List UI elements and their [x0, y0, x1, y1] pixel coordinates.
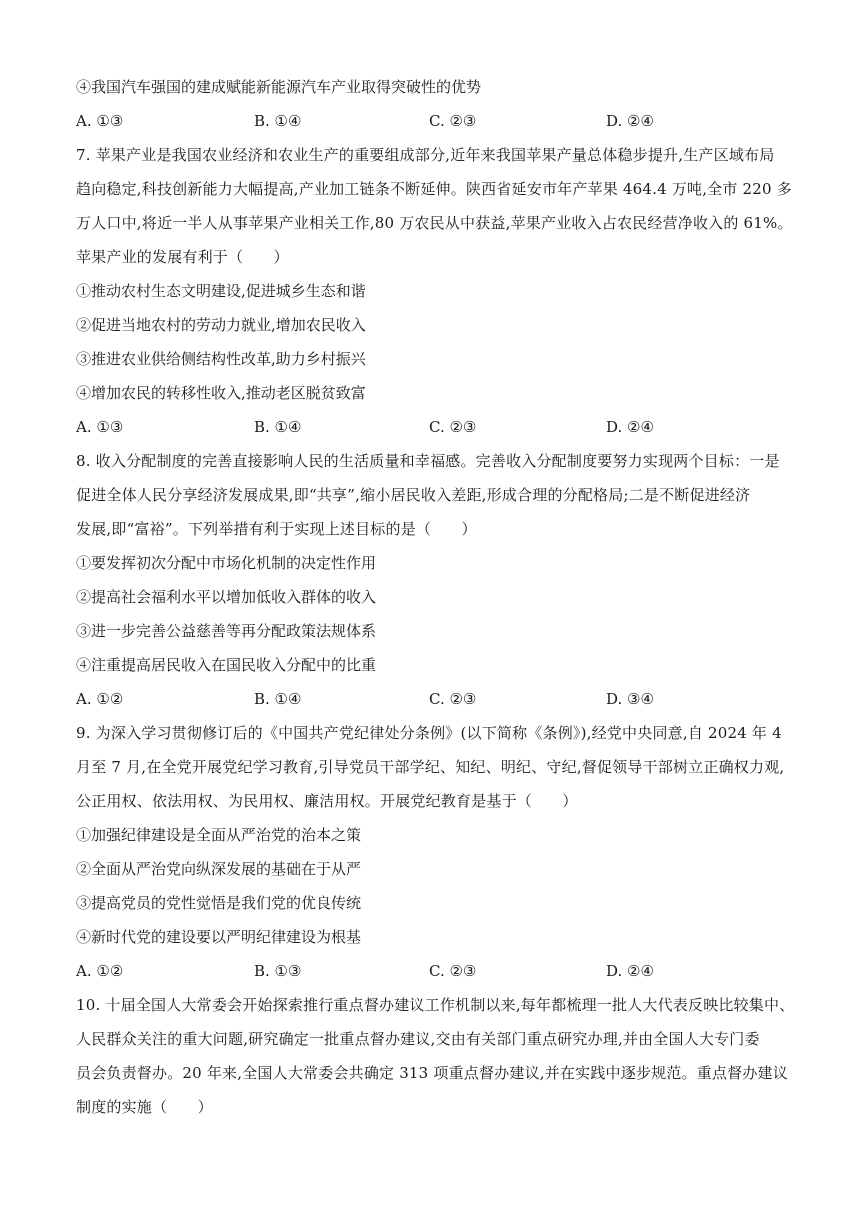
q6-statement-4: ④我国汽车强国的建成赋能新能源汽车产业取得突破性的优势	[76, 78, 482, 96]
q9-option-b: B. ①③	[254, 962, 302, 980]
q7-stem-line-1: 7. 苹果产业是我国农业经济和农业生产的重要组成部分,近年来我国苹果产量总体稳步提升,生产区域布局	[76, 146, 775, 164]
q9-stem-line-1: 9. 为深入学习贯彻修订后的《中国共产党纪律处分条例》(以下简称《条例》),经党中央同意,自 2024 年 4	[76, 724, 782, 742]
q7-options	[76, 410, 788, 444]
q9-stem-line-3: 公正用权、依法用权、为民用权、廉洁用权。开展党纪教育是基于（ ）	[76, 792, 578, 810]
q8-options	[76, 682, 788, 716]
q7-statement-1: ①推动农村生态文明建设,促进城乡生态和谐	[76, 282, 366, 300]
q6-option-c: C. ②③	[429, 112, 477, 130]
q7-statement-2: ②促进当地农村的劳动力就业,增加农民收入	[76, 316, 366, 334]
q10-stem-line-4: 制度的实施（ ）	[76, 1098, 213, 1116]
q7-option-b: B. ①④	[254, 418, 302, 436]
q9-statement-2: ②全面从严治党向纵深发展的基础在于从严	[76, 860, 362, 878]
q7-option-a: A. ①③	[76, 418, 124, 436]
q7-stem-line-3: 万人口中,将近一半人从事苹果产业相关工作,80 万农民从中获益,苹果产业收入占农民经营净收入的 61%。	[76, 214, 793, 232]
q8-statement-1: ①要发挥初次分配中市场化机制的决定性作用	[76, 554, 377, 572]
page-content	[76, 70, 795, 1124]
q8-option-c: C. ②③	[429, 690, 477, 708]
q8-stem-line-2: 促进全体人民分享经济发展成果,即“共享”,缩小居民收入差距,形成合理的分配格局;二是不断促进经济	[76, 486, 751, 504]
q8-option-b: B. ①④	[254, 690, 302, 708]
q8-statement-4: ④注重提高居民收入在国民收入分配中的比重	[76, 656, 377, 674]
q7-option-c: C. ②③	[429, 418, 477, 436]
q10-stem-line-3: 员会负责督办。20 年来,全国人大常委会共确定 313 项重点督办建议,并在实践中逐步规范。重点督办建议	[76, 1064, 788, 1082]
q7-stem-line-2: 趋向稳定,科技创新能力大幅提高,产业加工链条不断延伸。陕西省延安市年产苹果 464.4 万吨,全市 220 多	[76, 180, 792, 198]
q6-option-a: A. ①③	[76, 112, 124, 130]
q8-option-d: D. ③④	[606, 690, 654, 708]
q9-stem-line-2: 月至 7 月,在全党开展党纪学习教育,引导党员干部学纪、知纪、明纪、守纪,督促领导干部树立正确权力观,	[76, 758, 785, 776]
q8-stem-line-3: 发展,即“富裕”。下列举措有利于实现上述目标的是（ ）	[76, 520, 477, 538]
q7-statement-3: ③推进农业供给侧结构性改革,助力乡村振兴	[76, 350, 366, 368]
q9-option-a: A. ①②	[76, 962, 124, 980]
q9-statement-4: ④新时代党的建设要以严明纪律建设为根基	[76, 928, 362, 946]
q6-options	[76, 104, 788, 138]
q9-option-d: D. ②④	[606, 962, 654, 980]
q7-statement-4: ④增加农民的转移性收入,推动老区脱贫致富	[76, 384, 366, 402]
q9-options	[76, 954, 788, 988]
q7-option-d: D. ②④	[606, 418, 654, 436]
q9-statement-3: ③提高党员的党性觉悟是我们党的优良传统	[76, 894, 362, 912]
q10-stem-line-1: 10. 十届全国人大常委会开始探索推行重点督办建议工作机制以来,每年都梳理一批人大代表反映比较集中、	[76, 996, 795, 1014]
q7-stem-line-4: 苹果产业的发展有利于（ ）	[76, 248, 289, 266]
q9-statement-1: ①加强纪律建设是全面从严治党的治本之策	[76, 826, 362, 844]
q8-statement-2: ②提高社会福利水平以增加低收入群体的收入	[76, 588, 377, 606]
q9-option-c: C. ②③	[429, 962, 477, 980]
q8-stem-line-1: 8. 收入分配制度的完善直接影响人民的生活质量和幸福感。完善收入分配制度要努力实现两个目标：一是	[76, 452, 780, 470]
q10-stem-line-2: 人民群众关注的重大问题,研究确定一批重点督办建议,交由有关部门重点研究办理,并由全国人大专门委	[76, 1030, 760, 1048]
q6-option-d: D. ②④	[606, 112, 654, 130]
q8-statement-3: ③进一步完善公益慈善等再分配政策法规体系	[76, 622, 377, 640]
q8-option-a: A. ①②	[76, 690, 124, 708]
q6-option-b: B. ①④	[254, 112, 302, 130]
